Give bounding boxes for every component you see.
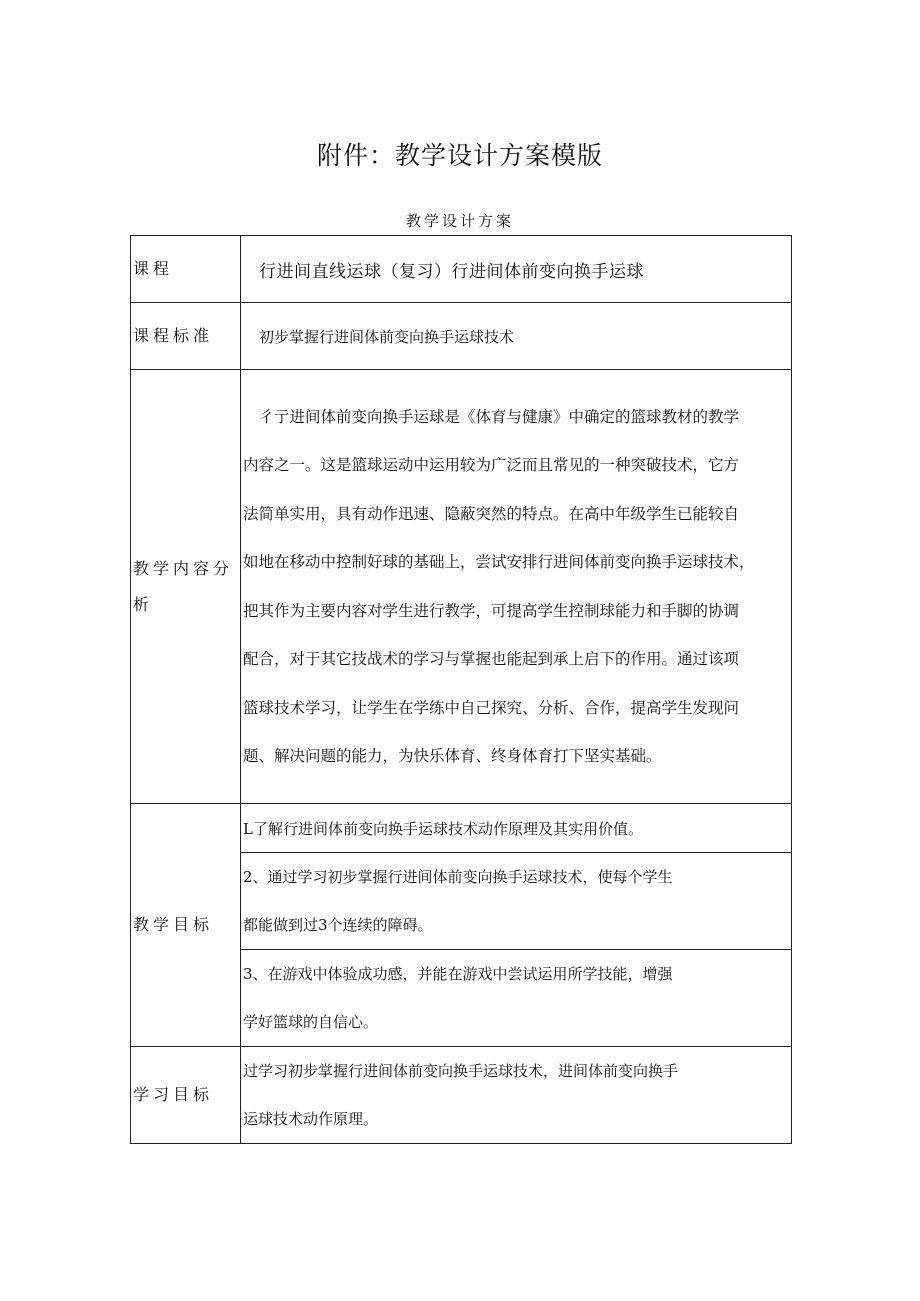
analysis-line: 配合，对于其它技战术的学习与掌握也能起到承上启下的作用。通过该项 [243, 650, 740, 668]
goal-3 [241, 950, 792, 1047]
goal-2 [241, 853, 792, 950]
goal-2-line: 都能做到过3个连续的障碍。 [243, 916, 433, 934]
analysis-line: 彳亍进间体前变向换手运球是《体育与健康》中确定的篮球教材的教学 [243, 407, 740, 426]
learning-line: 过学习初步掌握行进间体前变向换手运球技术，进间体前变向换手 [243, 1062, 679, 1080]
table-row-course [131, 236, 792, 303]
learning-content [241, 1047, 792, 1144]
goal-3-line: 学好篮球的自信心。 [243, 1013, 379, 1031]
analysis-line: 法简单实用，具有动作迅速、隐蔽突然的特点。在高中年级学生已能较自 [243, 504, 740, 523]
analysis-label-line: 教学内容分 [133, 558, 234, 578]
standard-value: 初步掌握行进间体前变向换手运球技术 [241, 303, 792, 370]
analysis-line: 如地在移动中控制好球的基础上，尝试安排行进间体前变向换手运球技术， [243, 553, 755, 571]
course-value: 行进间直线运球（复习）行进间体前变向换手运球 [241, 236, 792, 303]
table-row-learning [131, 1047, 792, 1144]
table-row-standard [131, 303, 792, 370]
goal-1: L了解行进间体前变向换手运球技术动作原理及其实用价值。 [241, 804, 792, 853]
table-row-goal-1 [131, 804, 792, 853]
analysis-line: 内容之一。这是篮球运动中运用较为广泛而且常见的一种突破技术，它方 [243, 456, 740, 474]
analysis-label [131, 370, 241, 804]
analysis-line: 把其作为主要内容对学生进行教学，可提高学生控制球能力和手脚的协调 [243, 601, 740, 620]
lesson-plan-table [130, 235, 792, 1144]
page-title: 附件：教学设计方案模版 [316, 141, 603, 170]
goals-label: 教学目标 [131, 804, 241, 1047]
table-title: 教学设计方案 [405, 212, 514, 230]
goal-3-line: 3、在游戏中体验成功感，并能在游戏中尝试运用所学技能，增强 [243, 965, 673, 983]
learning-line: 运球技术动作原理。 [243, 1110, 379, 1128]
learning-label: 学习目标 [131, 1047, 241, 1144]
course-label: 课程 [131, 236, 241, 303]
analysis-line: 篮球技术学习，让学生在学练中自己探究、分析、合作，提高学生发现问 [243, 698, 740, 717]
analysis-content [241, 370, 792, 804]
table-row-analysis [131, 370, 792, 804]
standard-label: 课程标准 [131, 303, 241, 370]
analysis-line: 题、解决问题的能力，为快乐体育、终身体育打下坚实基础。 [243, 747, 662, 765]
analysis-label-line: 析 [133, 594, 154, 614]
goal-2-line: 2、通过学习初步掌握行进间体前变向换手运球技术，使每个学生 [243, 868, 673, 886]
